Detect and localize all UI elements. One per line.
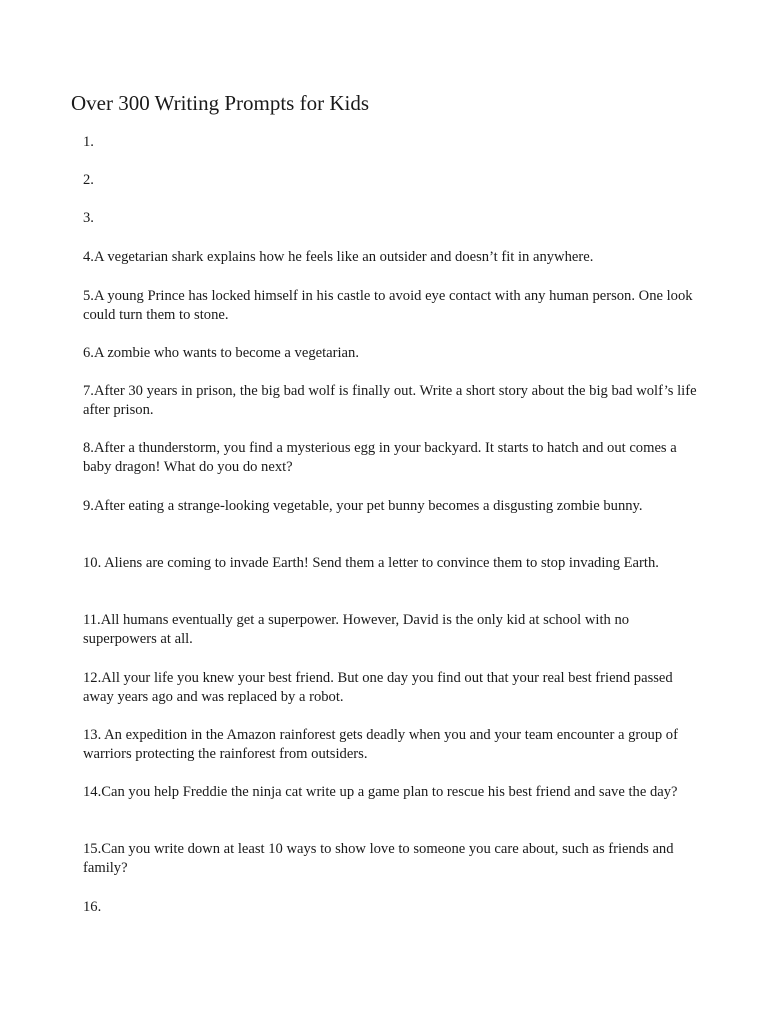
prompt-item-10: 10. Aliens are coming to invade Earth! Send them a letter to convince them to stop invading Earth. (83, 555, 659, 571)
prompt-item-16: 16. (83, 899, 102, 915)
document-title: Over 300 Writing Prompts for Kids (71, 91, 369, 115)
prompt-item-2: 2. (83, 172, 94, 188)
prompt-item-13: 13. An expedition in the Amazon rainforest gets deadly when you and your team encounter a group of warriors protecting the rainforest from outsiders. (83, 727, 678, 762)
prompt-item-6: 6.A zombie who wants to become a vegetarian. (83, 345, 359, 361)
prompt-item-1: 1. (83, 134, 94, 150)
prompt-item-12: 12.All your life you knew your best friend. But one day you find out that your real best friend passed away years ago and was replaced by a robot. (83, 670, 673, 705)
prompt-item-7: 7.After 30 years in prison, the big bad wolf is finally out. Write a short story about the big bad wolf’s life after prison. (83, 383, 697, 418)
prompt-item-3: 3. (83, 210, 94, 226)
prompt-item-8: 8.After a thunderstorm, you find a mysterious egg in your backyard. It starts to hatch and out comes a baby dragon! What do you do next? (83, 440, 677, 475)
prompt-item-15: 15.Can you write down at least 10 ways to show love to someone you care about, such as friends and family? (83, 841, 674, 876)
prompt-item-5: 5.A young Prince has locked himself in his castle to avoid eye contact with any human person. One look could turn them to stone. (83, 288, 693, 323)
prompt-item-9: 9.After eating a strange-looking vegetable, your pet bunny becomes a disgusting zombie bunny. (83, 498, 643, 514)
prompt-item-11: 11.All humans eventually get a superpower. However, David is the only kid at school with no superpowers at all. (83, 612, 630, 647)
prompt-item-4: 4.A vegetarian shark explains how he feels like an outsider and doesn’t fit in anywhere. (83, 249, 594, 265)
prompt-item-14: 14.Can you help Freddie the ninja cat write up a game plan to rescue his best friend and save the day? (83, 784, 678, 800)
